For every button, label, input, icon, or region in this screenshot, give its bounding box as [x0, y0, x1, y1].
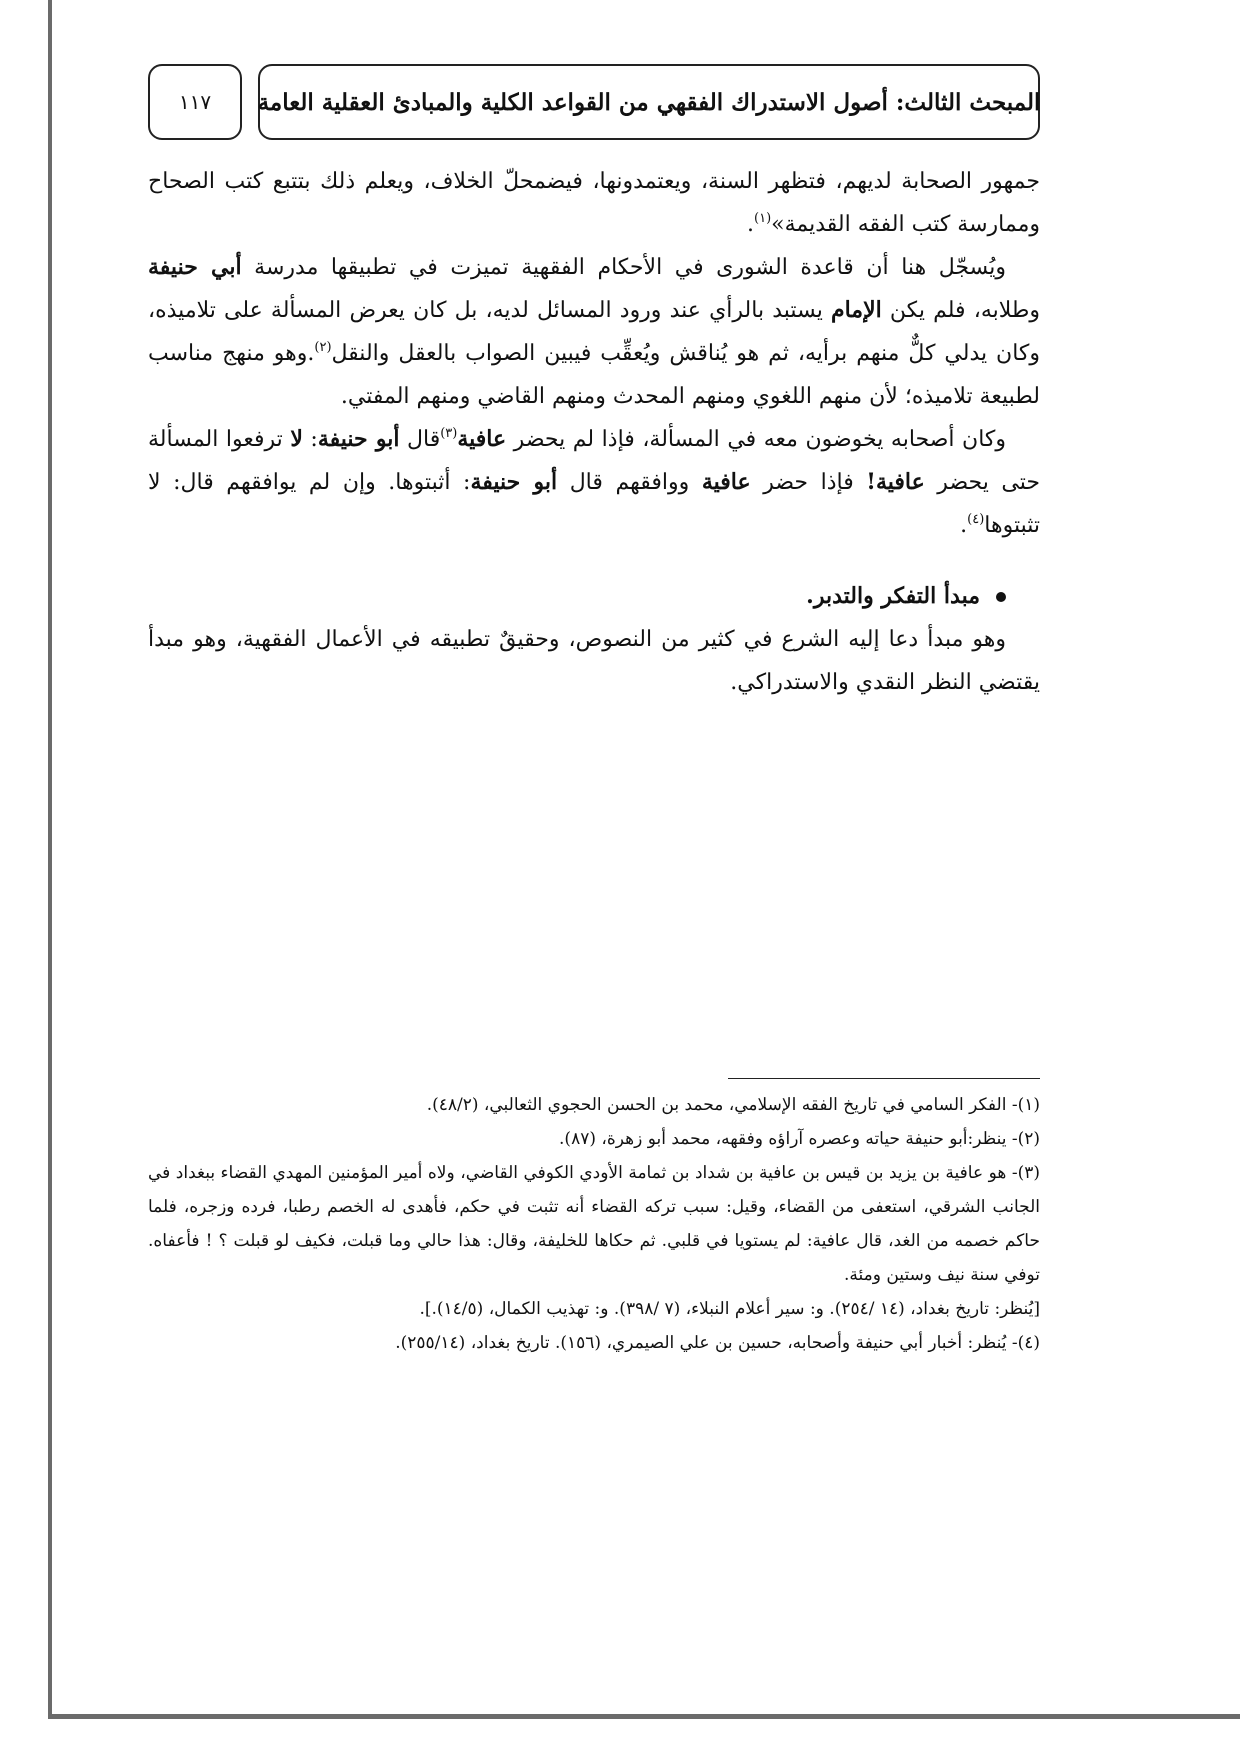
paragraph-2-part-4: .وهو منهج مناسب لطبيعة تلاميذه؛ لأن منهم اللغوي ومنهم المحدث ومنهم القاضي ومنهم المفتي.: [148, 341, 1040, 409]
footnote-ref-4[interactable]: (٤): [967, 512, 985, 527]
bold-name-abu-hanifa: أبي حنيفة: [148, 254, 242, 280]
running-header-title-text: المبحث الثالث: أصول الاستدراك الفقهي من القواعد الكلية والمبادئ العقلية العامة: [257, 88, 1041, 116]
paragraph-3: [148, 418, 1040, 547]
footnote-1: (١)- الفكر السامي في تاريخ الفقه الإسلامي، محمد بن الحسن الحجوي الثعالبي، (٤٨/٢).: [426, 1095, 1040, 1115]
paragraph-3-end: .: [960, 513, 968, 538]
paragraph-2: [148, 246, 1040, 418]
bold-name-afiya: عافية: [457, 426, 507, 452]
footnote-3: (٣)- هو عافية بن يزيد بن قيس بن عافية بن شداد بن ثمامة الأودي الكوفي القاضي، ولاه أمير المؤمنين المهدي القضاء ببغداد في الجانب الشرقي، استعفى من القضاء، وقيل: سبب تركه القضاء أنه تثبت في حكم، فأهدى له الخصم رطبا، فرده وزجره، فلما حاكم خصمه من الغد، قال عافية: لم يستويا في قلبي. ثم حكاها للخليفة، وقال: هذا حالي وما قبلت، فكيف لو قبلت ؟ ! فأعفاه. توفي سنة نيف وستين ومئة.: [148, 1163, 1040, 1285]
paragraph-2-part-1: ويُسجّل هنا أن قاعدة الشورى في الأحكام الفقهية تميزت في تطبيقها مدرسة: [241, 255, 1006, 280]
bold-name-afiya: عافية!: [866, 469, 925, 495]
paragraph-2-part-2: وطلابه، فلم يكن: [881, 298, 1040, 323]
main-text: [148, 160, 1040, 704]
paragraph-1-text: جمهور الصحابة لديهم، فتظهر السنة، ويعتمدونها، فيضمحلّ الخلاف، ويعلم ذلك بتتبع كتب الصحاح وممارسة كتب الفقه القديمة»: [148, 169, 1040, 237]
paragraph-3-part-1: وكان أصحابه يخوضون معه في المسألة، فإذا لم يحضر: [506, 427, 1007, 452]
page-number-box: [148, 64, 242, 140]
running-header-title: [258, 64, 1040, 140]
bullet-icon: [996, 592, 1006, 602]
paragraph-1: [148, 160, 1040, 246]
page-number: ١١٧: [178, 90, 212, 114]
footnote-ref-3[interactable]: (٣): [440, 426, 458, 441]
bold-word-la: لا: [290, 426, 303, 452]
page-frame-left-border: [48, 0, 52, 1718]
paragraph-3-part-3: :: [302, 427, 318, 452]
bold-word-imam: الإمام: [830, 297, 882, 323]
paragraph-3-part-7: : أثبتوها. وإن لم يوافقهم قال: لا تثبتوها: [148, 470, 1040, 538]
bold-name-abu-hanifa: أبو حنيفة: [317, 426, 400, 452]
page-frame-bottom-border: [48, 1714, 1240, 1719]
paragraph-3-part-2: قال: [399, 427, 441, 452]
footnote-ref-1[interactable]: (١): [754, 211, 772, 226]
paragraph-4: وهو مبدأ دعا إليه الشرع في كثير من النصوص، وحقيقٌ تطبيقه في الأعمال الفقهية، وهو مبدأ يقتضي النظر النقدي والاستدراكي.: [148, 627, 1040, 695]
paragraph-3-part-5: فإذا حضر: [750, 470, 867, 495]
paragraph-3-part-6: ووافقهم قال: [557, 470, 702, 495]
paragraph-2-part-3: يستبد بالرأي عند ورود المسائل لديه، بل كان يعرض المسألة على تلاميذه، وكان يدلي كلٌّ منهم برأيه، ثم هو يُناقش ويُعقِّب فيبين الصواب بالعقل والنقل: [148, 298, 1040, 366]
footnote-separator: [728, 1078, 1040, 1079]
footnote-4: (٤)- يُنظر: أخبار أبي حنيفة وأصحابه، حسين بن علي الصيمري، (١٥٦). تاريخ بغداد، (٢٥٥/١٤).: [395, 1333, 1040, 1353]
bold-name-abu-hanifa: أبو حنيفة: [470, 469, 558, 495]
footnotes: [148, 1088, 1040, 1360]
paragraph-1-end: .: [747, 212, 755, 237]
bold-name-afiya: عافية: [701, 469, 751, 495]
footnote-ref-2[interactable]: (٢): [314, 340, 332, 355]
paragraph-3-part-4: ترفعوا المسألة حتى يحضر: [148, 427, 1040, 495]
footnote-2: (٢)- ينظر:أبو حنيفة حياته وعصره آراؤه وفقهه، محمد أبو زهرة، (٨٧).: [559, 1129, 1040, 1149]
footnote-3-sources: [يُنظر: تاريخ بغداد، (١٤ /٢٥٤). و: سير أعلام النبلاء، (٧ /٣٩٨). و: تهذيب الكمال، (١٤/٥).].: [419, 1299, 1040, 1319]
section-heading: [148, 575, 1040, 618]
section-heading-text: مبدأ التفكر والتدبر.: [806, 583, 980, 609]
